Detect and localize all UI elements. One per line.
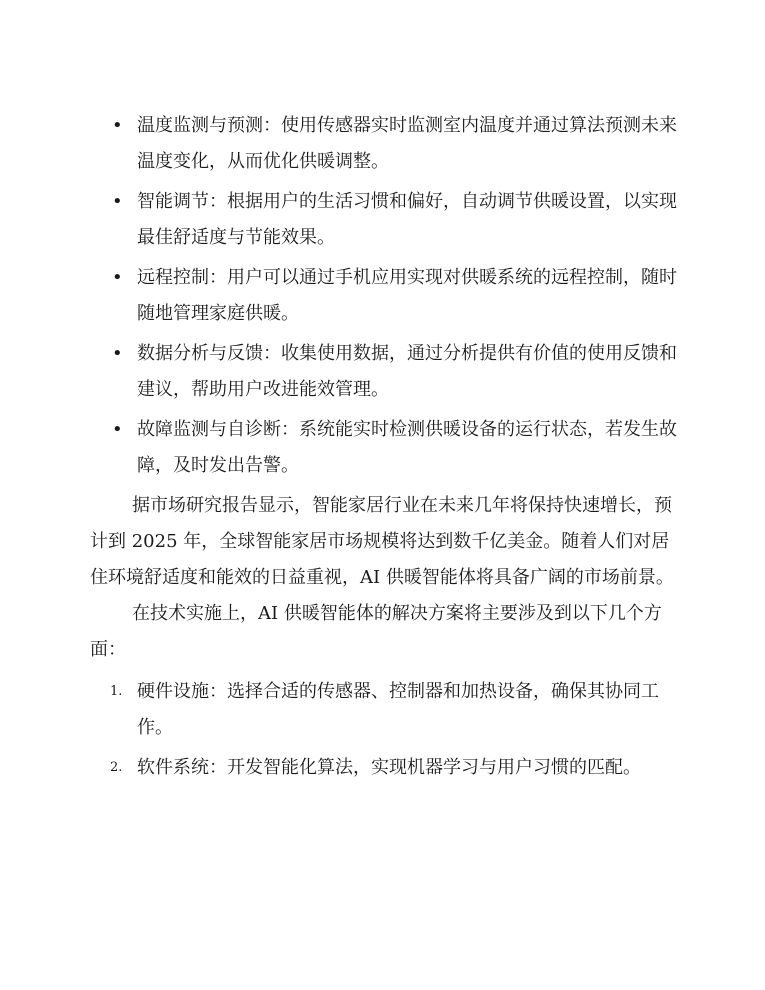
bullet-item bbox=[90, 412, 678, 484]
ordered-marker: 1. bbox=[110, 684, 123, 699]
bullet-text: 故障监测与自诊断：系统能实时检测供暖设备的运行状态，若发生故障，及时发出告警。 bbox=[137, 419, 677, 476]
bullet-marker: • bbox=[112, 343, 123, 364]
bullet-marker: • bbox=[112, 115, 123, 136]
bullet-text: 温度监测与预测：使用传感器实时监测室内温度并通过算法预测未来温度变化，从而优化供暖调整。 bbox=[137, 115, 677, 172]
bullet-item bbox=[90, 260, 678, 332]
bullet-text: 远程控制：用户可以通过手机应用实现对供暖系统的远程控制，随时随地管理家庭供暖。 bbox=[137, 267, 677, 324]
ordered-text: 硬件设施：选择合适的传感器、控制器和加热设备，确保其协同工作。 bbox=[137, 681, 659, 738]
feature-bullet-list bbox=[90, 108, 678, 484]
market-paragraph: 据市场研究报告显示，智能家居行业在未来几年将保持快速增长，预计到 2025 年，全球智能家居市场规模将达到数千亿美金。随着人们对居住环境舒适度和能效的日益重视，AI 供暖智能体将具备广阔的市场前景。 bbox=[90, 495, 674, 588]
document-body bbox=[90, 108, 678, 790]
implementation-paragraph: 在技术实施上，AI 供暖智能体的解决方案将主要涉及到以下几个方面： bbox=[90, 603, 662, 660]
bullet-marker: • bbox=[112, 267, 123, 288]
implementation-ordered-list bbox=[90, 674, 678, 786]
ordered-item bbox=[90, 674, 678, 746]
bullet-item bbox=[90, 184, 678, 256]
ordered-marker: 2. bbox=[110, 760, 123, 775]
bullet-item bbox=[90, 336, 678, 408]
bullet-text: 数据分析与反馈：收集使用数据，通过分析提供有价值的使用反馈和建议，帮助用户改进能效管理。 bbox=[137, 343, 677, 400]
bullet-text: 智能调节：根据用户的生活习惯和偏好，自动调节供暖设置，以实现最佳舒适度与节能效果。 bbox=[137, 191, 677, 248]
bullet-marker: • bbox=[112, 419, 123, 440]
ordered-item bbox=[90, 750, 678, 786]
bullet-marker: • bbox=[112, 191, 123, 212]
ordered-text: 软件系统：开发智能化算法，实现机器学习与用户习惯的匹配。 bbox=[137, 757, 641, 778]
bullet-item bbox=[90, 108, 678, 180]
